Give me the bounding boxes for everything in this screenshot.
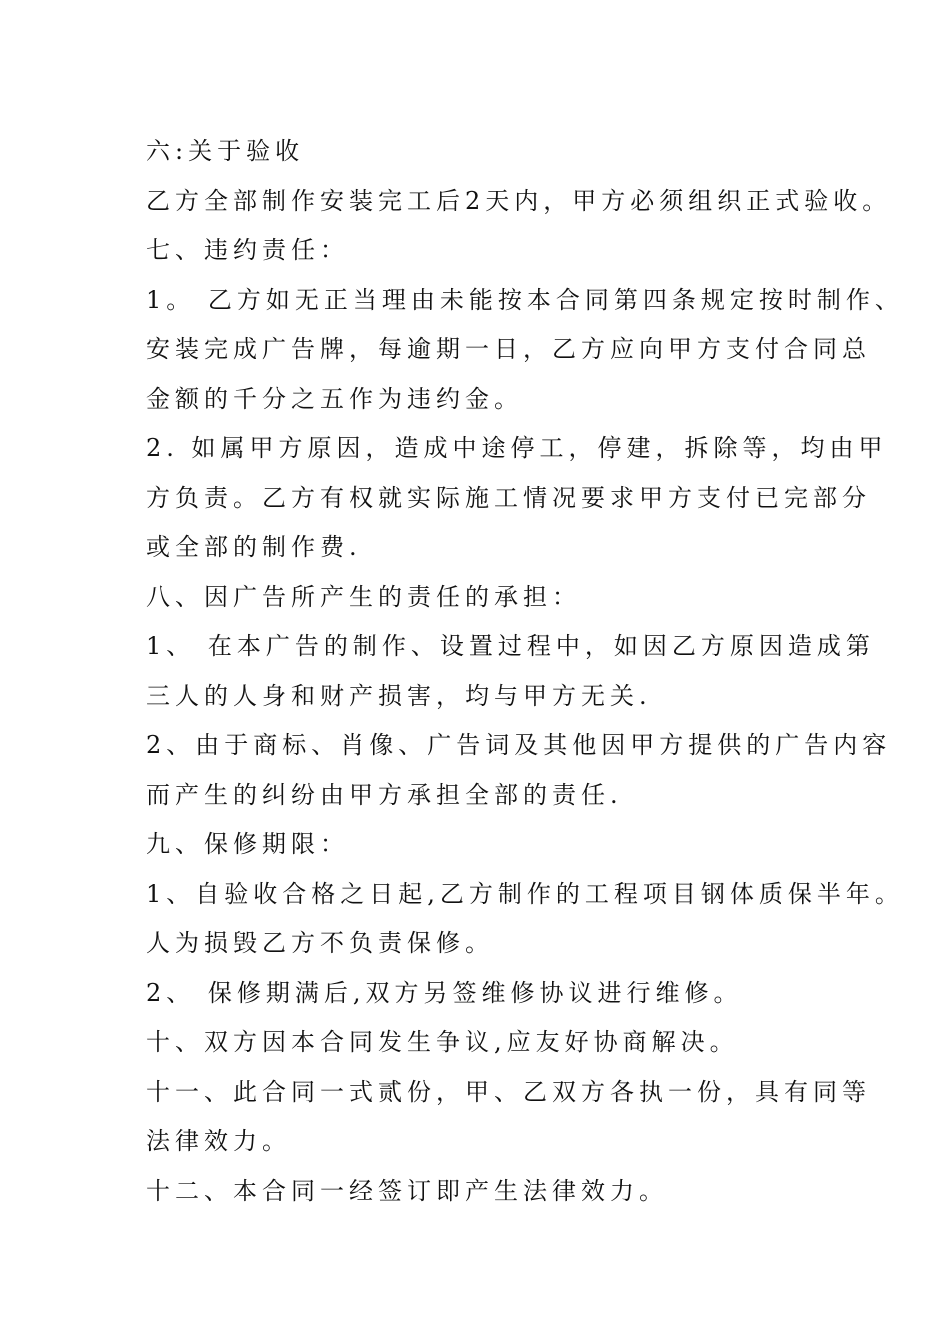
document-body xyxy=(146,127,904,1216)
paragraph-line: 1。 乙方如无正当理由未能按本合同第四条规定按时制作、 xyxy=(146,285,904,314)
paragraph-line: 2. 如属甲方原因，造成中途停工，停建，拆除等，均由甲 xyxy=(146,434,888,462)
section-heading-warranty: 九、保修期限： xyxy=(146,830,349,858)
paragraph-line: 2、 保修期满后,双方另签维修协议进行维修。 xyxy=(146,978,743,1007)
paragraph-line: 法律效力。 xyxy=(146,1127,291,1155)
paragraph-line: 而产生的纠纷由甲方承担全部的责任. xyxy=(146,780,623,809)
paragraph-line: 或全部的制作费. xyxy=(146,533,362,561)
paragraph-line: 1、自验收合格之日起,乙方制作的工程项目钢体质保半年。 xyxy=(146,879,904,908)
paragraph-line: 方负责。乙方有权就实际施工情况要求甲方支付已完部分 xyxy=(146,483,871,512)
paragraph-line: 安装完成广告牌，每逾期一日，乙方应向甲方支付合同总 xyxy=(146,335,871,363)
paragraph-line: 三人的人身和财产损害，均与甲方无关. xyxy=(146,681,652,710)
section-heading-disputes: 十、双方因本合同发生争议,应友好协商解决。 xyxy=(146,1028,739,1056)
paragraph-line: 2、由于商标、肖像、广告词及其他因甲方提供的广告内容 xyxy=(146,731,892,759)
section-heading-liability: 七、违约责任： xyxy=(146,236,349,264)
paragraph-line: 金额的千分之五作为违约金。 xyxy=(146,384,523,413)
paragraph-line: 乙方全部制作安装完工后2天内，甲方必须组织正式验收。 xyxy=(146,186,892,215)
section-heading-effectiveness: 十二、本合同一经签订即产生法律效力。 xyxy=(146,1176,668,1205)
section-heading-copies: 十一、此合同一式贰份，甲、乙双方各执一份，具有同等 xyxy=(146,1077,871,1106)
paragraph-line: 1、 在本广告的制作、设置过程中，如因乙方原因造成第 xyxy=(146,632,875,660)
section-heading-acceptance: 六:关于验收 xyxy=(146,137,305,165)
paragraph-line: 人为损毁乙方不负责保修。 xyxy=(146,929,494,957)
section-heading-advertising-responsibility: 八、因广告所产生的责任的承担： xyxy=(146,582,581,611)
